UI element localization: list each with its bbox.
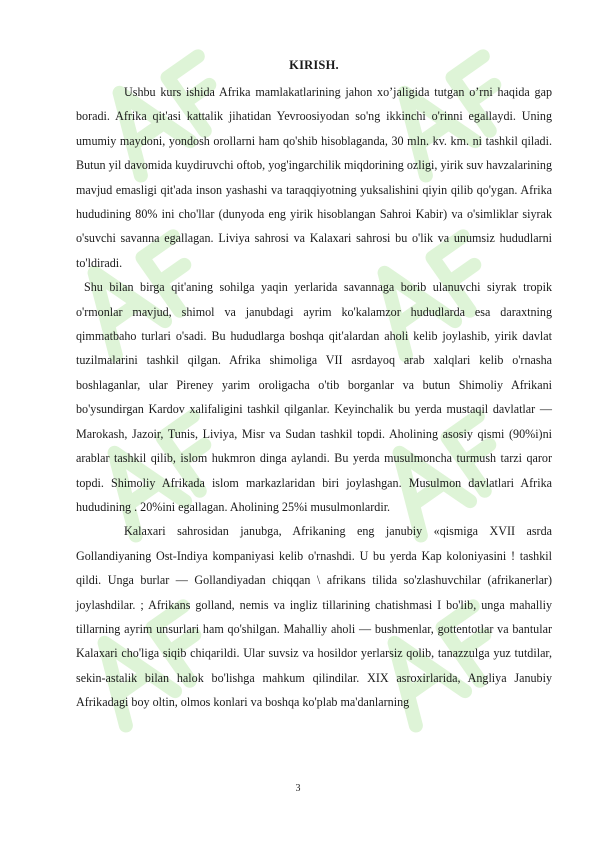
page-title: KIRISH. bbox=[289, 58, 339, 72]
page-number: 3 bbox=[295, 783, 301, 794]
paragraph-intro: Ushbu kurs ishida Afrika mamlakatlarining jahon xo’jaligida tutgan o’rni haqida gap boradi. Afrika qit'asi kattalik jihatidan Yevroosiyodan so'ng ikkinchi o'rinni egallaydi. Uning umumiy maydoni, yondosh orollarni ham qo'shib hisoblaganda, 30 mln. kv. km. ni tashkil qiladi. Butun yil davomida kuydiruvchi oftob, yog'ingarchilik miqdorining ozligi, yirik suv havzalarining mavjud emasligi qit'ada inson yashashi va taraqqiyotning yuksalishini qiyin qilib qo'ygan. Afrika hududining 80% ini cho'llar (dunyoda eng yirik hisoblangan Sahroi Kabir) va o'simliklar siyrak o'suvchi savanna egallagan. Liviya sahrosi va Kalaxari sahrosi bu o'lik va unumsiz hududlarni to'ldiradi. bbox=[76, 85, 552, 270]
paragraph-south-africa: Kalaxari sahrosidan janubga, Afrikaning eng janubiy «qismiga XVII asrda Gollandiyaning Ost-Indiya kompaniyasi kelib o'rnashdi. U bu yerda Kap koloniyasini ! tashkil qildi. Unga burlar — Gollandiyadan chiqqan \ afrikans tilida so'zlashuvchilar (afrikanerlar) joylashdilar. ; Afrikans golland, nemis va ingliz tillarining chatishmasi I bo'lib, unga mahalliy tillarning ayrim unsurlari ham qo'shilgan. Mahalliy aholi — bushmenlar, gottentotlar va bantular Kalaxari cho'liga siqib chiqarildi. Ular suvsiz va hosildor yerlarsiz qolib, tanazzulga yuz tutdilar, sekin-astalik bilan halok bo'lishga mahkum qilindilar. XIX asroxirlarida, Angliya Janubiy Afrikadagi boy oltin, olmos konlari va boshqa ko'plab ma'danlarning bbox=[76, 524, 552, 710]
document-body bbox=[76, 56, 552, 715]
paragraph-north-africa: Shu bilan birga qit'aning sohilga yaqin yerlarida savannaga borib ulanuvchi siyrak tropik o'rmonlar mavjud, shimol va janubdagi ayrim ko'kalamzor hududlarda esa daraxtning qimmatbaho turlari o'sadi. Bu hududlarga boshqa qit'alardan aholi kelib joylashib, yirik davlat tuzilmalarini tashkil qilgan. Afrika shimoliga VII asrdayoq arab xalqlari kelib o'rnasha boshlaganlar, ular Pireney yarim oroligacha o'tib borganlar va butun Shimoliy Afrikani bo'ysundirgan Kardov xalifaligini tashkil qilganlar. Keyinchalik bu yerda mustaqil davlatlar — Marokash, Jazoir, Tunis, Liviya, Misr va Sudan tashkil topdi. Aholining asosiy qismi (90%i)ni arablar tashkil qilib, islom hukmron dinga aylandi. Bu yerda musulmoncha turmush tarzi qaror topdi. Shimoliy Afrikada islom markazlaridan biri joylashgan. Musulmon davlatlari Afrika hududining . 20%ini egallagan. Aholining 25%i musulmonlardir. bbox=[76, 280, 552, 514]
